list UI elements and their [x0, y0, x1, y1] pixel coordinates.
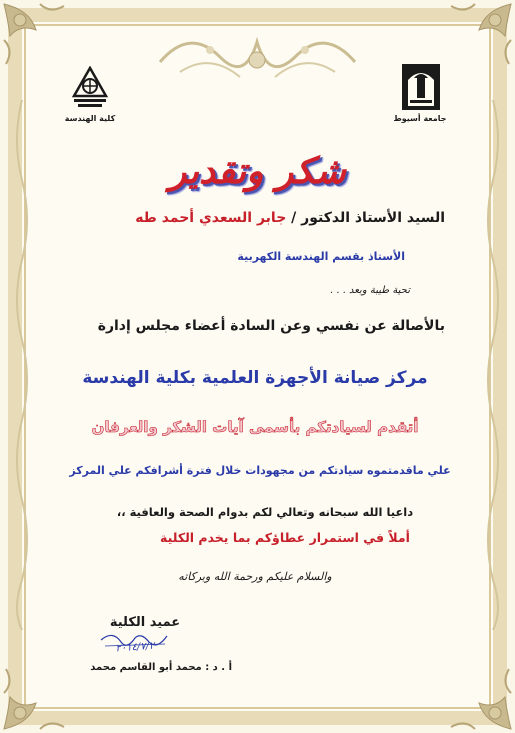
- body-line-4: علي ماقدمتموه سيادتكم من مجهودات خلال فترة أشرافكم علي المركز: [69, 464, 451, 477]
- body-line-1: بالأصالة عن نفسي وعن السادة أعضاء مجلس إدارة: [97, 318, 445, 334]
- signature-title: عميد الكلية: [109, 615, 181, 630]
- recipient-prefix: السيد الأستاذ الدكتور /: [291, 210, 445, 226]
- university-label: جامعة أسيوط: [393, 114, 447, 123]
- body-line-6: أملاً في استمرار عطاؤكم بما يخدم الكلية: [160, 530, 410, 545]
- greeting: تحية طيبة وبعد . . .: [329, 285, 410, 296]
- corner-ornament-icon: [445, 0, 515, 70]
- signature-name: أ . د : محمد أبو القاسم محمد: [90, 662, 232, 673]
- inner-border: [24, 24, 491, 709]
- body-line-3: أتقدم لسيادتكم بأسمى آيات الشكر والعرفان: [91, 418, 419, 436]
- closing-line: والسلام عليكم ورحمة الله وبركاته: [178, 570, 332, 583]
- corner-ornament-icon: [0, 663, 70, 733]
- body-line-5: داعيا الله سبحانه وتعالي لكم بدوام الصحة والعافية ،،: [116, 505, 414, 519]
- body-line-2: مركز صيانة الأجهزة العلمية بكلية الهندسة: [82, 368, 428, 388]
- corner-ornament-icon: [445, 663, 515, 733]
- top-floral-ornament-icon: [150, 22, 365, 92]
- handwritten-date: ٢٠١٤/٧/٢: [115, 640, 155, 655]
- recipient-name: جابر السعدي أحمد طه: [135, 210, 287, 226]
- faculty-label: كلية الهندسة: [64, 114, 116, 123]
- university-tower-icon: [400, 62, 442, 112]
- recipient-position: الأستاذ بقسم الهندسة الكهربية: [237, 250, 405, 263]
- corner-ornament-icon: [0, 0, 70, 70]
- engineering-faculty-emblem-icon: [70, 66, 110, 110]
- recipient-line: [60, 210, 445, 226]
- certificate-title: شكر وتقدير: [169, 150, 346, 192]
